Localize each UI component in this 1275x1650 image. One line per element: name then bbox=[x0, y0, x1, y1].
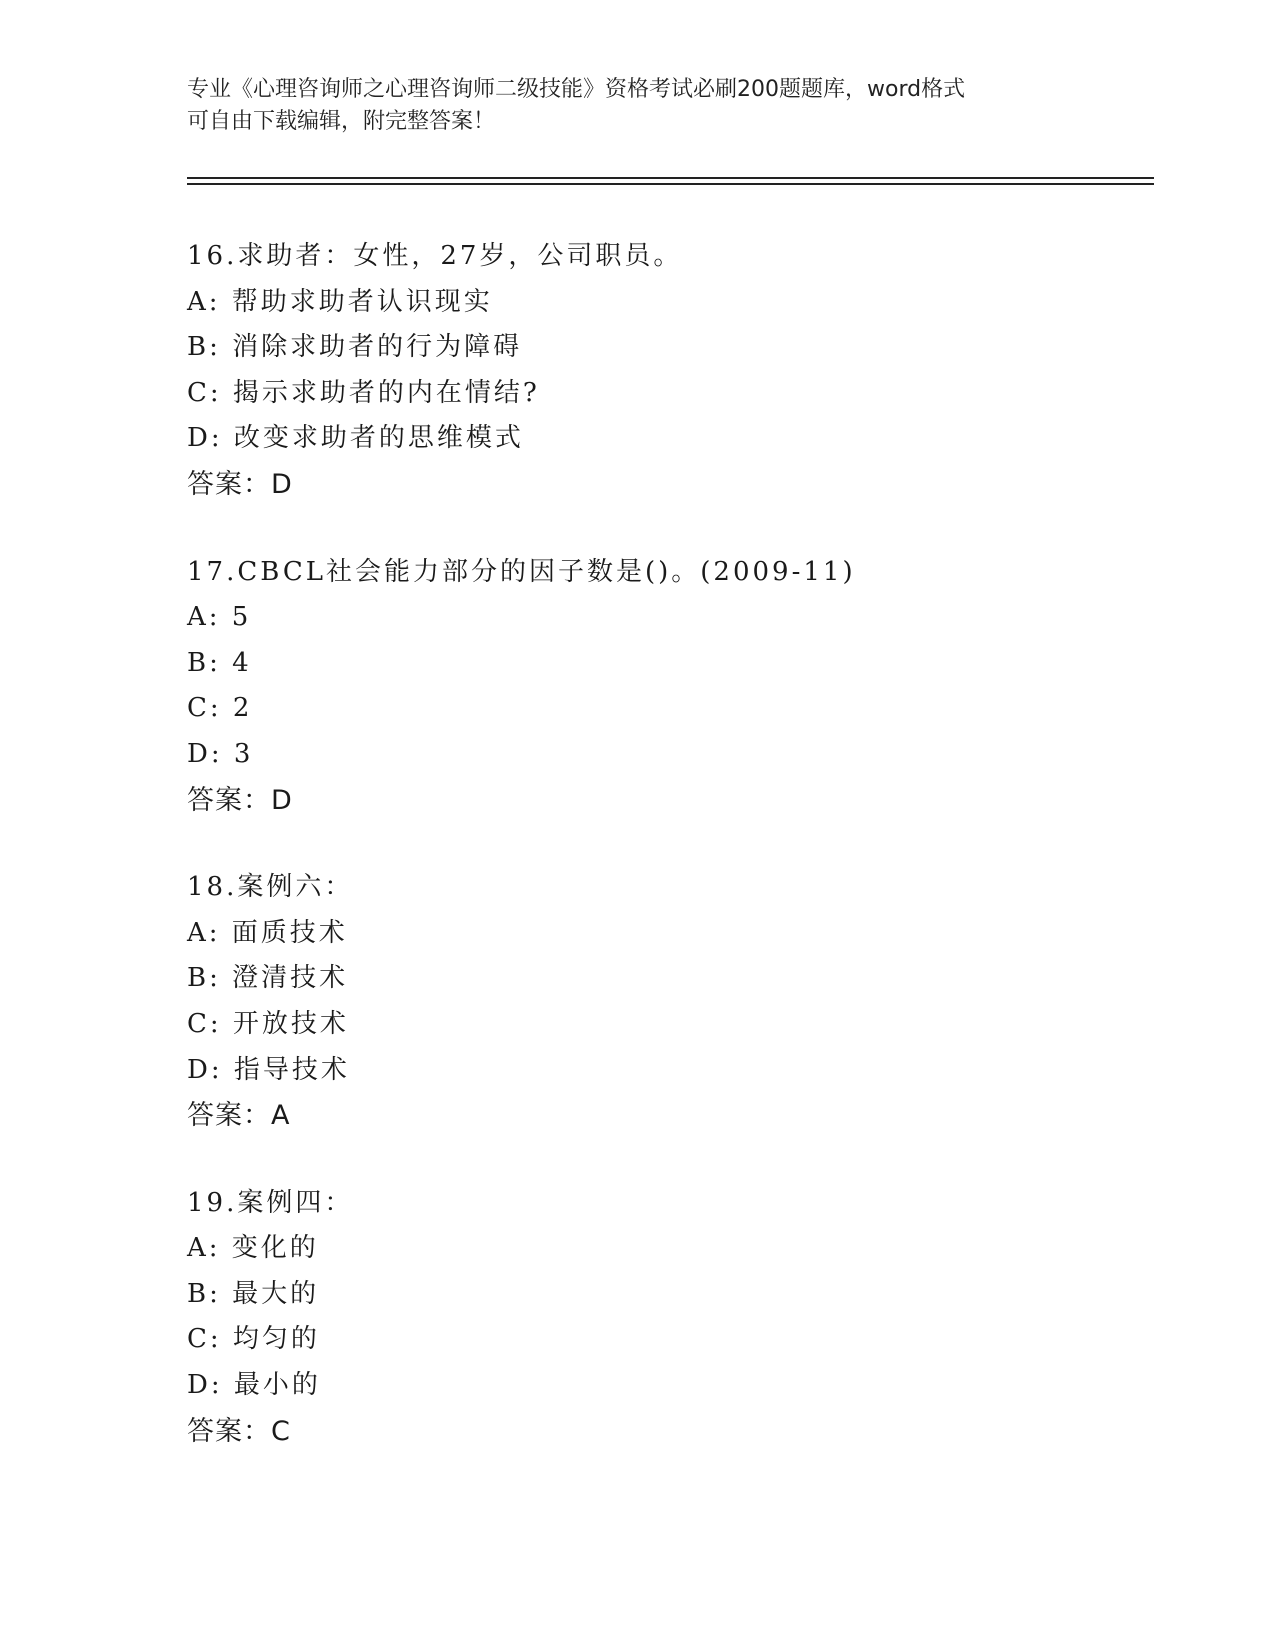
option-b: B: 4 bbox=[187, 647, 252, 678]
question-18 bbox=[187, 865, 1147, 1139]
option-c: C: 2 bbox=[187, 693, 253, 724]
option-a: A: 面质技术 bbox=[187, 917, 348, 948]
option-c: C: 开放技术 bbox=[187, 1008, 349, 1039]
answer: 答案：D bbox=[187, 784, 293, 816]
header-rule-top bbox=[187, 177, 1154, 179]
question-list bbox=[187, 234, 1147, 1496]
header-line-1: 专业《心理咨询师之心理咨询师二级技能》资格考试必刷200题题库，word格式 bbox=[187, 77, 966, 102]
option-c: C: 均匀的 bbox=[187, 1324, 320, 1355]
option-d: D: 3 bbox=[187, 738, 254, 769]
question-stem: 17.CBCL社会能力部分的因子数是()。(2009-11) bbox=[187, 556, 856, 587]
option-a: A: 变化的 bbox=[187, 1233, 319, 1264]
option-d: D: 指导技术 bbox=[187, 1054, 350, 1085]
question-17 bbox=[187, 550, 1147, 824]
answer: 答案：D bbox=[187, 468, 293, 500]
question-stem: 19.案例四： bbox=[187, 1187, 354, 1218]
option-b: B: 澄清技术 bbox=[187, 963, 349, 994]
answer: 答案：A bbox=[187, 1100, 291, 1132]
question-stem: 18.案例六： bbox=[187, 872, 354, 903]
option-b: B: 消除求助者的行为障碍 bbox=[187, 332, 523, 363]
option-d: D: 改变求助者的思维模式 bbox=[187, 423, 524, 454]
question-16 bbox=[187, 234, 1147, 508]
question-19 bbox=[187, 1181, 1147, 1455]
document-header bbox=[187, 74, 1087, 138]
option-a: A: 帮助求助者认识现实 bbox=[187, 286, 493, 317]
question-stem: 16.求助者：女性，27岁，公司职员。 bbox=[187, 241, 683, 271]
option-a: A: 5 bbox=[187, 602, 252, 633]
option-d: D: 最小的 bbox=[187, 1370, 321, 1401]
header-rule-bottom bbox=[187, 183, 1154, 185]
answer: 答案：C bbox=[187, 1415, 291, 1447]
option-b: B: 最大的 bbox=[187, 1278, 320, 1309]
header-line-2: 可自由下载编辑，附完整答案！ bbox=[187, 109, 496, 134]
option-c: C: 揭示求助者的内在情结? bbox=[187, 377, 540, 408]
